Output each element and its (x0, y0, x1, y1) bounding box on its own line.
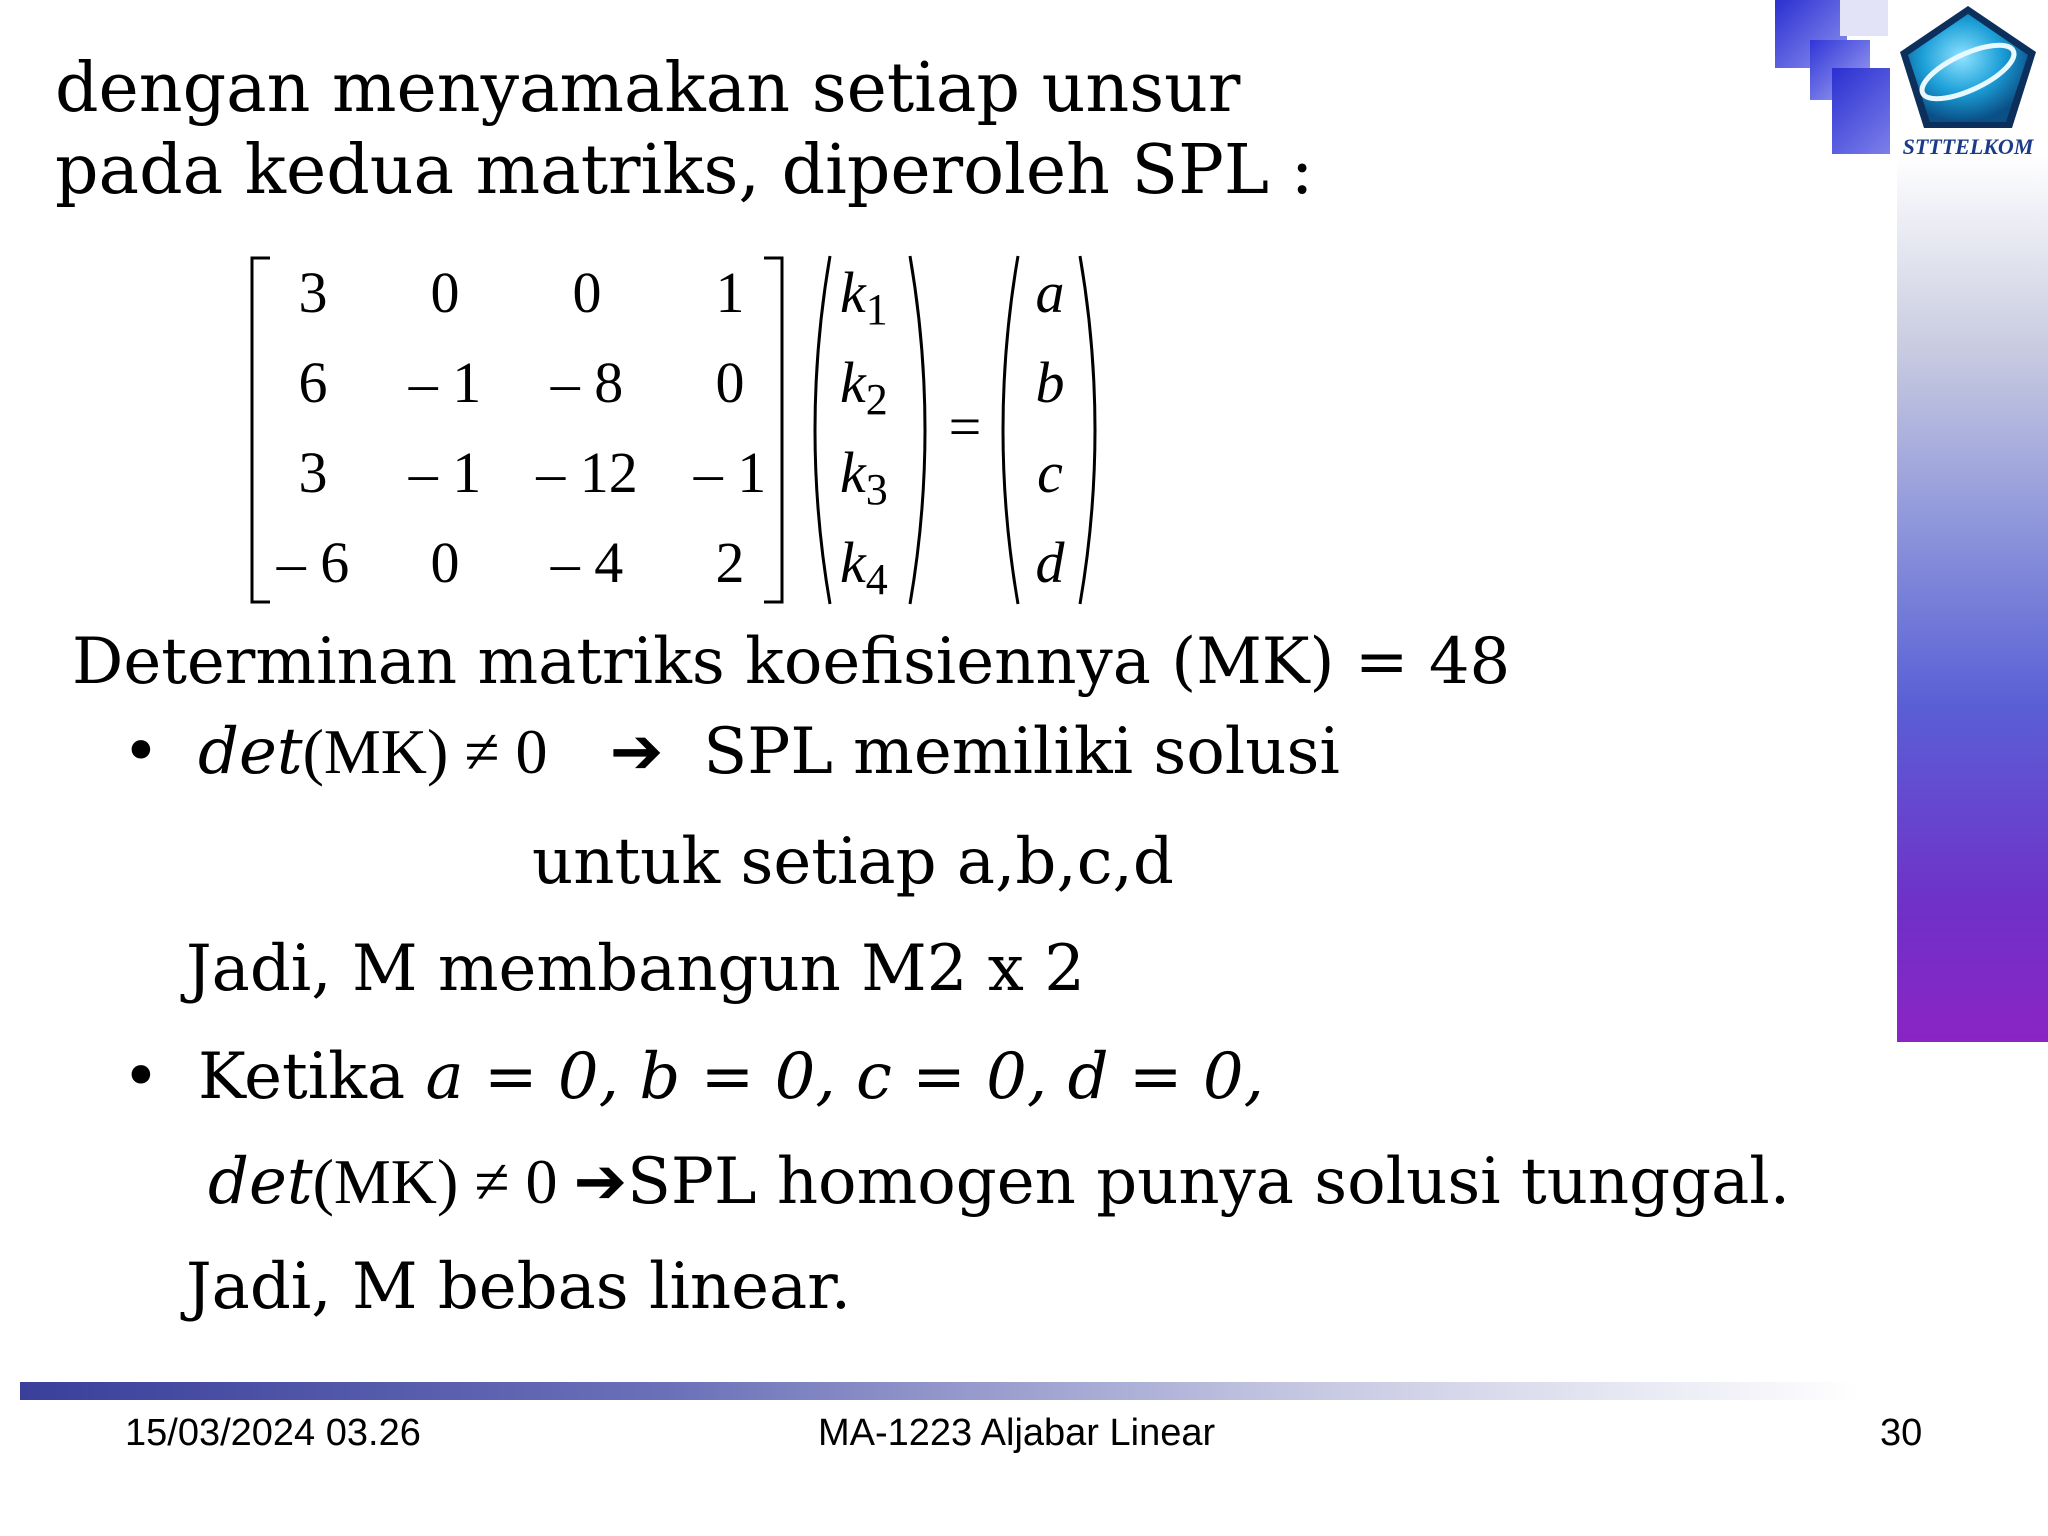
decor-square (1840, 0, 1888, 36)
matrix-cell: 0 (430, 530, 460, 595)
rhs-vector-cell: c (1037, 440, 1063, 505)
bullet-1 (122, 715, 160, 789)
matrix-cell: 0 (715, 350, 745, 415)
matrix-cell: – 1 (408, 350, 482, 415)
bullet-1-text: SPL memiliki solusi (703, 715, 1340, 789)
determinant-line: Determinan matriks koefisiennya (MK) = 48 (72, 625, 1511, 699)
matrix-cell: 3 (298, 440, 328, 505)
matrix-cell: – 4 (550, 530, 624, 595)
rhs-vector-cell: d (1035, 530, 1065, 595)
k-paren-right (910, 256, 925, 604)
k-vector-cell: $k_3$ (840, 440, 888, 514)
decor-square (1832, 68, 1890, 154)
matrix-cell: 3 (298, 260, 328, 325)
arrow-icon: ➔ (573, 1145, 628, 1219)
footer-date: 15/03/2024 03.26 (125, 1412, 421, 1454)
bullet-dot: • (122, 715, 160, 789)
bullet-1-continuation: untuk setiap a,b,c,d (532, 825, 1174, 899)
matrix-cell: 1 (715, 260, 745, 325)
left-bracket (252, 258, 270, 602)
title-line-2: pada kedua matriks, diperoleh SPL : (55, 131, 1314, 210)
footer-course: MA-1223 Aljabar Linear (818, 1412, 1216, 1454)
bullet-1-conclusion: Jadi, M membangun M2 x 2 (186, 932, 1085, 1006)
side-gradient-bar (1897, 155, 2048, 1042)
rhs-paren-left (1003, 256, 1018, 604)
det-label: det (208, 1145, 313, 1219)
arrow-icon: ➔ (609, 715, 664, 789)
rhs-vector (1036, 260, 1066, 595)
matrix-cells (276, 260, 767, 595)
bullet-2-condition: a = 0, b = 0, c = 0, d = 0, (425, 1040, 1264, 1114)
k-vector-cell: $k_1$ (840, 260, 888, 334)
footer-page-number: 30 (1880, 1412, 1923, 1454)
matrix-cell: – 12 (536, 440, 638, 505)
logo-text: STTTELKOM (1902, 134, 2034, 159)
matrix-cell: – 1 (693, 440, 767, 505)
equals-sign: = (948, 394, 982, 459)
det-expression: (MK) ≠ 0 (312, 1146, 574, 1217)
det-expression: (MK) ≠ 0 (302, 716, 548, 787)
slide-title (55, 48, 1314, 212)
bullet-1-line (198, 715, 1340, 789)
bullet-2 (122, 1040, 160, 1114)
bullet-2-line (198, 1040, 1264, 1114)
det-label: det (198, 715, 303, 789)
bullet-dot: • (122, 1040, 160, 1114)
matrix-equation (240, 250, 1110, 610)
matrix-cell: – 6 (276, 530, 350, 595)
bullet-2-text: SPL homogen punya solusi tunggal. (627, 1145, 1791, 1219)
rhs-paren-right (1080, 256, 1095, 604)
globe-pentagon-logo-icon (1888, 0, 2048, 165)
bullet-2-det-line (208, 1145, 1790, 1219)
matrix-cell: 6 (298, 350, 328, 415)
matrix-cell: – 1 (408, 440, 482, 505)
k-vector (840, 260, 888, 604)
bullet-2-prefix: Ketika (198, 1040, 426, 1114)
logo (1888, 0, 2048, 165)
matrix-cell: – 8 (550, 350, 624, 415)
matrix-cell: 0 (572, 260, 602, 325)
matrix-cell: 2 (715, 530, 745, 595)
k-paren-left (815, 256, 830, 604)
title-line-1: dengan menyamakan setiap unsur (55, 49, 1241, 128)
matrix-cell: 0 (430, 260, 460, 325)
rhs-vector-cell: a (1035, 260, 1065, 325)
right-bracket (764, 258, 782, 602)
k-vector-cell: $k_2$ (840, 350, 888, 424)
k-vector-cell: $k_4$ (840, 530, 888, 604)
rhs-vector-cell: b (1035, 350, 1065, 415)
footer-divider (20, 1382, 1860, 1400)
bullet-2-conclusion: Jadi, M bebas linear. (186, 1250, 852, 1324)
